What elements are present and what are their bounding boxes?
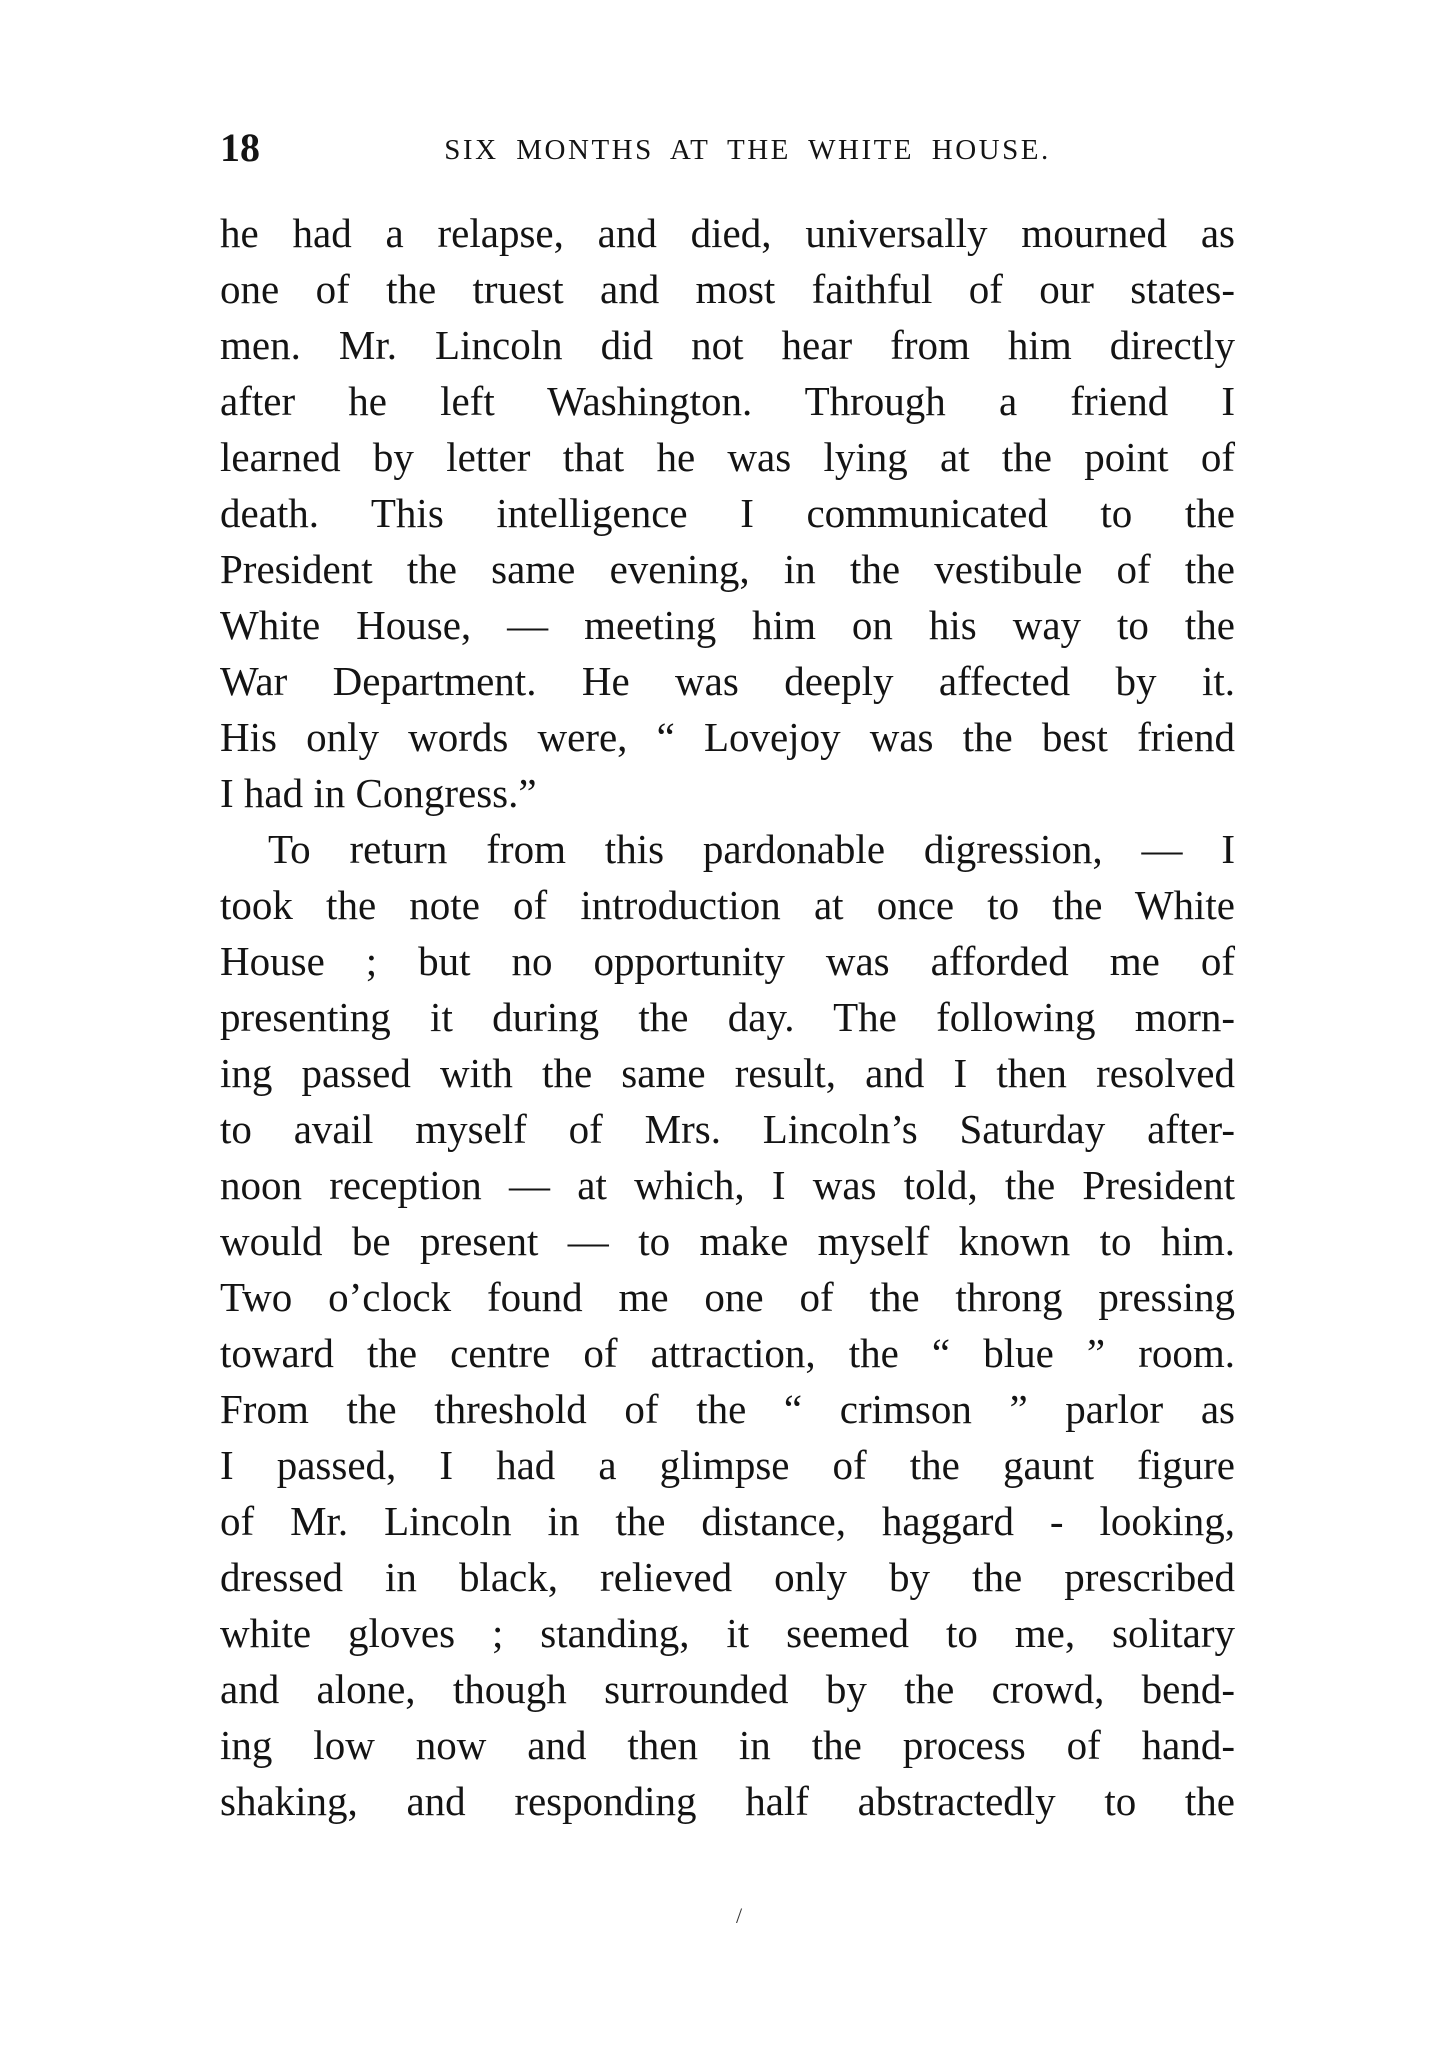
body-text xyxy=(220,205,1235,1829)
text-line: of Mr. Lincoln in the distance, haggard - looking, xyxy=(220,1498,1235,1544)
text-line: after he left Washington. Through a friend I xyxy=(220,378,1235,424)
text-line: I passed, I had a glimpse of the gaunt figure xyxy=(220,1442,1235,1488)
text-line: President the same evening, in the vestibule of the xyxy=(220,546,1235,592)
text-line: one of the truest and most faithful of our states- xyxy=(220,266,1235,312)
text-line: From the threshold of the “ crimson ” parlor as xyxy=(220,1386,1235,1432)
stray-mark: / xyxy=(736,1903,743,1928)
text-line: House ; but no opportunity was afforded me of xyxy=(220,938,1235,984)
text-line: ing passed with the same result, and I then resolved xyxy=(220,1050,1235,1096)
text-line: he had a relapse, and died, universally mourned as xyxy=(220,210,1235,256)
text-line: men. Mr. Lincoln did not hear from him directly xyxy=(220,322,1235,368)
text-line: dressed in black, relieved only by the prescribed xyxy=(220,1554,1235,1600)
running-title: SIX MONTHS AT THE WHITE HOUSE. xyxy=(444,134,1051,166)
text-line: and alone, though surrounded by the crowd, bend- xyxy=(220,1666,1235,1712)
text-line: White House, — meeting him on his way to the xyxy=(220,602,1235,648)
text-line: shaking, and responding half abstractedly to the xyxy=(220,1778,1235,1824)
page-number: 18 xyxy=(220,125,260,170)
text-line: to avail myself of Mrs. Lincoln’s Saturday after- xyxy=(220,1106,1235,1152)
text-line: War Department. He was deeply affected by it. xyxy=(220,658,1235,704)
text-line: presenting it during the day. The following morn- xyxy=(220,994,1235,1040)
text-line: white gloves ; standing, it seemed to me, solitary xyxy=(220,1610,1235,1656)
text-line-paragraph-end: I had in Congress.” xyxy=(220,770,537,816)
text-line: ing low now and then in the process of hand- xyxy=(220,1722,1235,1768)
text-line: His only words were, “ Lovejoy was the best friend xyxy=(220,714,1235,760)
text-line: Two o’clock found me one of the throng pressing xyxy=(220,1274,1235,1320)
text-line-paragraph-start: To return from this pardonable digression, — I xyxy=(268,826,1235,872)
text-line: took the note of introduction at once to the White xyxy=(220,882,1235,928)
running-head xyxy=(220,118,1235,178)
text-line: death. This intelligence I communicated to the xyxy=(220,490,1235,536)
text-line: would be present — to make myself known to him. xyxy=(220,1218,1235,1264)
text-line: toward the centre of attraction, the “ blue ” room. xyxy=(220,1330,1235,1376)
text-line: noon reception — at which, I was told, the President xyxy=(220,1162,1235,1208)
text-line: learned by letter that he was lying at the point of xyxy=(220,434,1235,480)
